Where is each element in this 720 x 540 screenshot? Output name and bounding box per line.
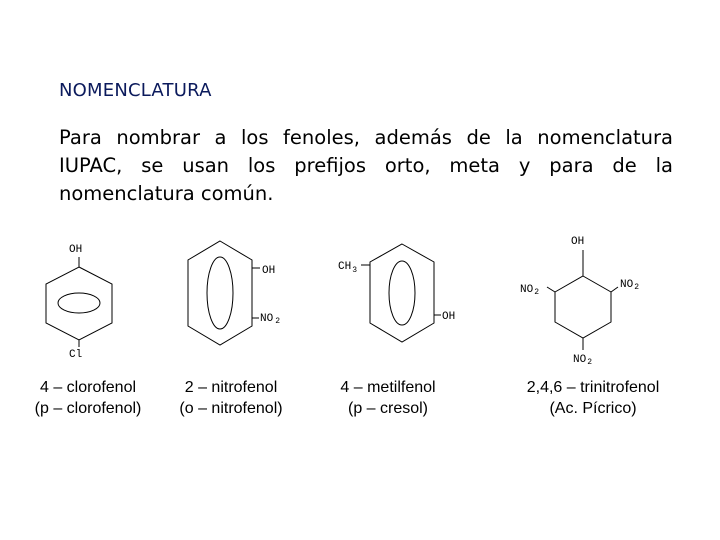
compound-name-line: (p – clorofenol) <box>34 400 142 417</box>
compound-name-line: 4 – clorofenol <box>39 379 137 396</box>
label-no2-bottom-m4: NO2 <box>573 354 593 367</box>
label-no2-right-m4: NO2 <box>620 279 640 292</box>
compound-name-2 <box>168 377 294 419</box>
label-oh-m4: OH <box>571 236 585 248</box>
label-cl-m1: Cl <box>69 349 83 361</box>
ring-4-clorofenol <box>46 257 112 347</box>
intro-paragraph: Para nombrar a los fenoles, además de la nomenclatura IUPAC, se usan los prefijos orto, meta y para de la nomenclatura común. <box>59 126 673 205</box>
label-no2-m2: NO 2 <box>260 313 281 326</box>
compound-name-line: (o – nitrofenol) <box>179 400 283 417</box>
label-ch3-m3: $CH_3$ <box>338 261 358 275</box>
section-heading: NOMENCLATURA <box>59 80 212 101</box>
compound-name-line: 2,4,6 – trinitrofenol <box>526 379 660 396</box>
ring-4-metilfenol <box>361 244 441 342</box>
compound-name-3 <box>320 377 456 419</box>
ring-2-4-6-trinitrofenol <box>547 250 618 350</box>
compound-name-line: (Ac. Pícrico) <box>549 400 637 417</box>
compound-name-line: (p – cresol) <box>347 400 429 417</box>
label-oh-m3: OH <box>442 311 456 323</box>
label-no2-left-m4: NO2 <box>520 284 540 297</box>
compound-name-line: 2 – nitrofenol <box>184 379 278 396</box>
compound-name-4 <box>508 377 678 419</box>
label-oh-m1: OH <box>69 244 83 256</box>
label-oh-m2: OH <box>262 265 276 277</box>
compound-name-1 <box>20 377 156 419</box>
ring-2-nitrofenol <box>188 241 260 345</box>
compound-name-line: 4 – metilfenol <box>340 379 436 396</box>
